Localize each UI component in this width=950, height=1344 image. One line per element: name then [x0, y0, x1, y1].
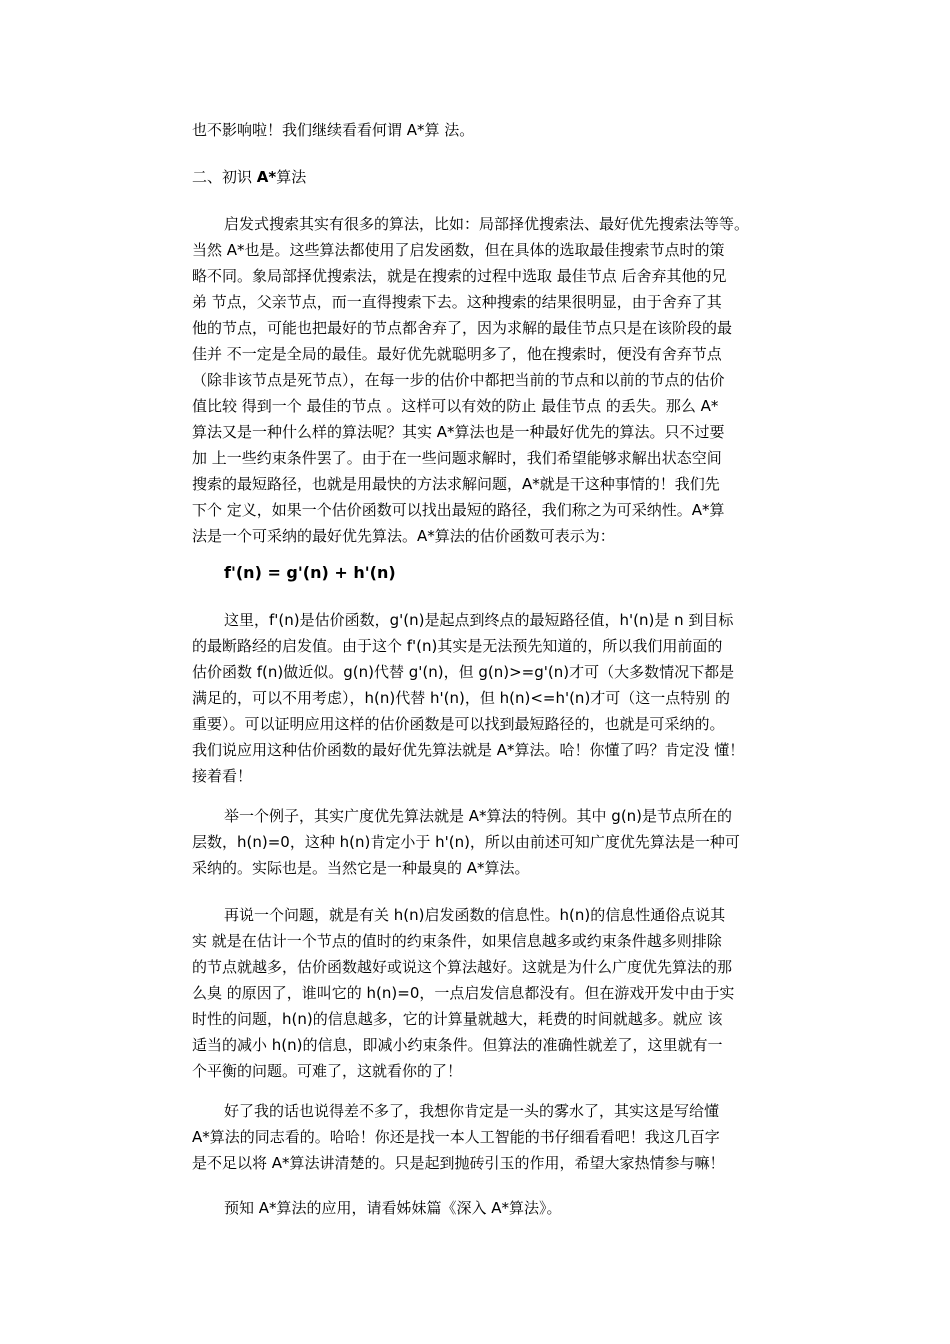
- paragraph-4-line: 再说一个问题，就是有关 h(n)启发函数的信息性。h(n)的信息性通俗点说其: [224, 906, 726, 924]
- paragraph-1-line: 值比较 得到一个 最佳的节点 。这样可以有效的防止 最佳节点 的丢失。那么 A*: [192, 397, 719, 415]
- paragraph-1-line: （除非该节点是死节点），在每一步的估价中都把当前的节点和以前的节点的估价: [192, 371, 725, 389]
- paragraph-1-line: 弟 节点，父亲节点，而一直得搜索下去。这种搜索的结果很明显，由于舍弃了其: [192, 293, 722, 311]
- paragraph-2-line: 估价函数 f(n)做近似。g(n)代替 g'(n)，但 g(n)>=g'(n)才可（大多数情况下都是: [192, 663, 735, 681]
- paragraph-3-line: 层数，h(n)=0，这种 h(n)肯定小于 h'(n)，所以由前述可知广度优先算法是一种可: [192, 833, 740, 851]
- section-heading-bold: A*: [256, 168, 277, 186]
- paragraph-3-line: 采纳的。实际也是。当然它是一种最臭的 A*算法。: [192, 859, 530, 877]
- paragraph-2-line: 的最断路经的启发值。由于这个 f'(n)其实是无法预先知道的，所以我们用前面的: [192, 637, 723, 655]
- paragraph-2-line: 接着看！: [192, 767, 253, 785]
- top-line: 也不影响啦！我们继续看看何谓 A*算 法。: [192, 121, 475, 139]
- paragraph-1-line: 加 上一些约束条件罢了。由于在一些问题求解时，我们希望能够求解出状态空间: [192, 449, 722, 467]
- paragraph-6-line: 预知 A*算法的应用，请看姊妹篇《深入 A*算法》。: [224, 1199, 562, 1217]
- paragraph-1-line: 下个 定义，如果一个估价函数可以找出最短的路径，我们称之为可采纳性。A*算: [192, 501, 725, 519]
- section-heading-suffix: 算法: [276, 168, 307, 186]
- paragraph-1-line: 算法又是一种什么样的算法呢？其实 A*算法也是一种最好优先的算法。只不过要: [192, 423, 725, 441]
- paragraph-1-line: 佳并 不一定是全局的最佳。最好优先就聪明多了，他在搜索时，便没有舍弃节点: [192, 345, 722, 363]
- paragraph-1-line: 搜索的最短路径，也就是用最快的方法求解问题，A*就是干这种事情的！我们先: [192, 475, 720, 493]
- paragraph-4-line: 么臭 的原因了，谁叫它的 h(n)=0，一点启发信息都没有。但在游戏开发中由于实: [192, 984, 735, 1002]
- section-heading-prefix: 二、初识: [192, 168, 257, 186]
- paragraph-2-line: 我们说应用这种估价函数的最好优先算法就是 A*算法。哈！你懂了吗？肯定没 懂！: [192, 741, 745, 759]
- formula: f'(n) = g'(n) + h'(n): [224, 563, 396, 582]
- paragraph-5-line: A*算法的同志看的。哈哈！你还是找一本人工智能的书仔细看看吧！我这几百字: [192, 1128, 720, 1146]
- section-heading: [192, 165, 772, 189]
- paragraph-1-line: 他的节点，可能也把最好的节点都舍弃了，因为求解的最佳节点只是在该阶段的最: [192, 319, 733, 337]
- paragraph-5-line: 是不足以将 A*算法讲清楚的。只是起到抛砖引玉的作用，希望大家热情参与嘛！: [192, 1154, 725, 1172]
- paragraph-3-line: 举一个例子，其实广度优先算法就是 A*算法的特例。其中 g(n)是节点所在的: [224, 807, 733, 825]
- paragraph-4-line: 个平衡的问题。可难了，这就看你的了！: [192, 1062, 463, 1080]
- paragraph-1-line: 法是一个可采纳的最好优先算法。A*算法的估价函数可表示为：: [192, 527, 615, 545]
- paragraph-5-line: 好了我的话也说得差不多了，我想你肯定是一头的雾水了，其实这是写给懂: [224, 1102, 720, 1120]
- paragraph-1-line: 当然 A*也是。这些算法都使用了启发函数，但在具体的选取最佳搜索节点时的策: [192, 241, 725, 259]
- paragraph-4-line: 的节点就越多，估价函数越好或说这个算法越好。这就是为什么广度优先算法的那: [192, 958, 733, 976]
- paragraph-1-line: 略不同。象局部择优搜索法，就是在搜索的过程中选取 最佳节点 后舍弃其他的兄: [192, 267, 727, 285]
- paragraph-1-line: 启发式搜索其实有很多的算法，比如：局部择优搜索法、最好优先搜索法等等。: [224, 215, 750, 233]
- paragraph-4-line: 时性的问题，h(n)的信息越多，它的计算量就越大，耗费的时间就越多。就应 该: [192, 1010, 723, 1028]
- paragraph-2-line: 重要）。可以证明应用这样的估价函数是可以找到最短路径的，也就是可采纳的。: [192, 715, 725, 733]
- paragraph-4-line: 适当的减小 h(n)的信息，即减小约束条件。但算法的准确性就差了，这里就有一: [192, 1036, 723, 1054]
- paragraph-2-line: 这里，f'(n)是估价函数，g'(n)是起点到终点的最短路径值，h'(n)是 n 到目标: [224, 611, 734, 629]
- paragraph-4-line: 实 就是在估计一个节点的值时的约束条件，如果信息越多或约束条件越多则排除: [192, 932, 722, 950]
- paragraph-2-line: 满足的，可以不用考虑），h(n)代替 h'(n)，但 h(n)<=h'(n)才可（这一点特别 的: [192, 689, 731, 707]
